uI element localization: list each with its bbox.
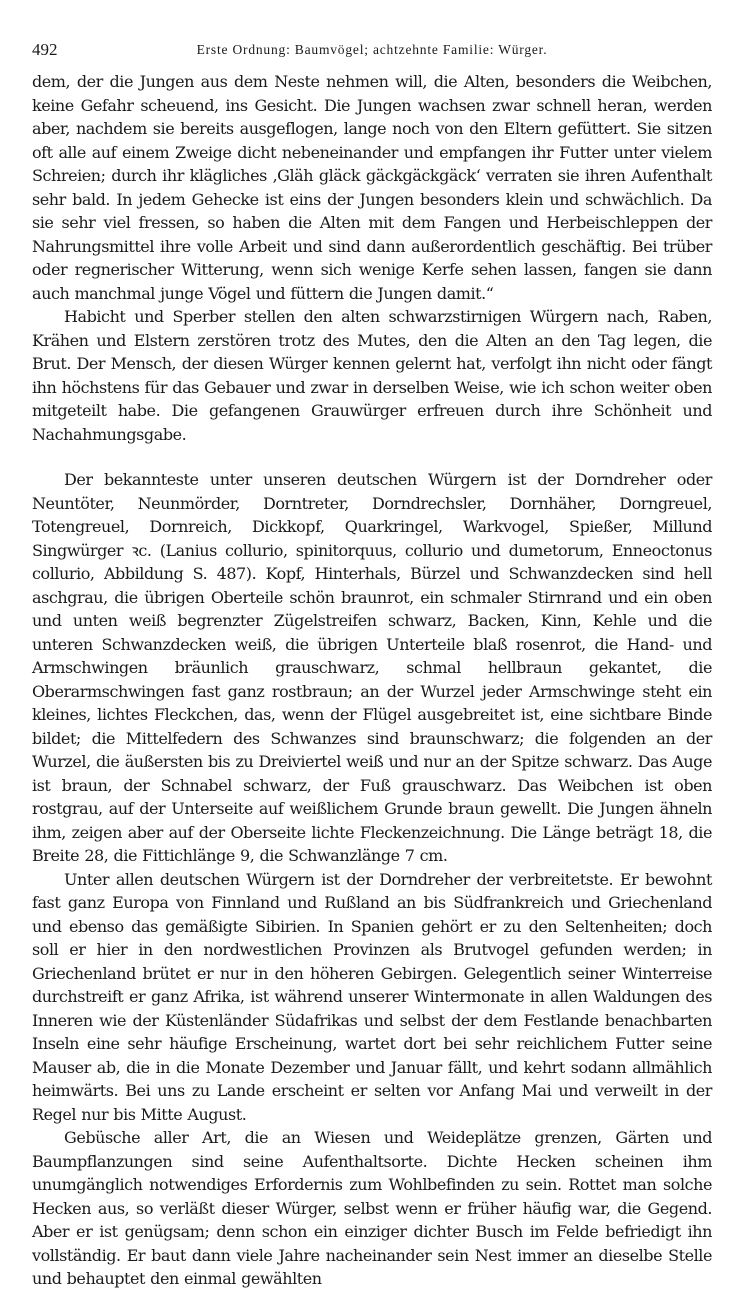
running-head — [32, 40, 712, 62]
section-gap — [32, 446, 712, 468]
paragraph-distribution: Unter allen deutschen Würgern ist der Dorndreher der verbreitetste. Er bewohnt fast ganz Europa von Finnland und Rußland an bis Südfrankreich und Griechenland und ebenso das gemäßigte Sibirien. In Spanien gehört er zu den Seltenheiten; doch soll er hier in den nordwestlichen Provinzen als Brutvogel gefunden werden; in Griechenland brütet er nur in den höheren Gebirgen. Gelegentlich seiner Winterreise durchstreift er ganz Afrika, ist während unserer Wintermonate in allen Waldungen des Inneren wie der Küstenländer Südafrikas und selbst der dem Festlande benachbarten Inseln eine sehr häufige Erscheinung, wartet dort bei sehr reichlichem Futter seine Mauser ab, die in die Monate Dezember und Januar fällt, und kehrt sodann allmählich heimwärts. Bei uns zu Lande erscheint er selten vor Anfang Mai und verweilt in der Regel nur bis Mitte August. — [32, 869, 712, 1124]
paragraph-continued: dem, der die Jungen aus dem Neste nehmen will, die Alten, besonders die Weibchen, keine Gefahr scheuend, ins Gesicht. Die Jungen wachsen zwar schnell heran, werden aber, nachdem sie bereits ausgeflogen, lange noch von den Eltern gefüttert. Sie sitzen oft alle auf einem Zweige dicht nebeneinander und empfangen ihr Futter unter vielem Schreien; durch ihr klägliches ‚Gläh gläck gäckgäckgäck‘ verraten sie ihren Aufenthalt sehr bald. In jedem Gehecke ist eins der Jungen besonders klein und schwächlich. Da sie sehr viel fressen, so haben die Alten mit dem Fangen und Herbeischleppen der Nahrungsmittel ihre volle Arbeit und sind dann außerordentlich geschäftig. Bei trüber oder regnerischer Witterung, wenn sich wenige Kerfe sehen lassen, fangen sie dann auch manchmal junge Vögel und füttern die Jungen damit.“ — [32, 72, 712, 303]
book-page — [32, 40, 712, 1291]
page-number: 492 — [32, 40, 58, 59]
paragraph-description: Der bekannteste unter unseren deutschen Würgern ist der Dorndreher oder Neuntöter, Neunmörder, Dorntreter, Dorndrechsler, Dornhäher, Dorngreuel, Totengreuel, Dornreich, Dickkopf, Quarkringel, Warkvogel, Spießer, Millund Singwürger ꝛc. (Lanius collurio, spinitorquus, collurio und dumetorum, Enneoctonus collurio, Abbildung S. 487). Kopf, Hinterhals, Bürzel und Schwanzdecken sind hell aschgrau, die übrigen Oberteile schön braunrot, ein schmaler Stirnrand und ein oben und unten weiß begrenzter Zügelstreifen schwarz, Backen, Kinn, Kehle und die unteren Schwanzdecken weiß, die übrigen Unterteile blaß rosenrot, die Hand- und Armschwingen bräunlich grauschwarz, schmal hellbraun gekantet, die Oberarmschwingen fast ganz rostbraun; an der Wurzel jeder Armschwinge steht ein kleines, lichtes Fleckchen, das, wenn der Flügel ausgebreitet ist, eine sichtbare Binde bildet; die Mittelfedern des Schwanzes sind braunschwarz; die folgenden an der Wurzel, die äußersten bis zu Dreiviertel weiß und nur an der Spitze schwarz. Das Auge ist braun, der Schnabel schwarz, der Fuß grauschwarz. Das Weibchen ist oben rostgrau, auf der Unterseite auf weißlichem Grunde braun gewellt. Die Jungen ähneln ihm, zeigen aber auf der Oberseite lichte Fleckenzeichnung. Die Länge beträgt 18, die Breite 28, die Fittichlänge 9, die Schwanzlänge 7 cm. — [32, 470, 712, 865]
paragraph-habitat: Gebüsche aller Art, die an Wiesen und Weideplätze grenzen, Gärten und Baumpflanzungen sind seine Aufenthaltsorte. Dichte Hecken scheinen ihm unumgänglich notwendiges Erfordernis zum Wohlbefinden zu sein. Rottet man solche Hecken aus, so verläßt dieser Würger, selbst wenn er früher häufig war, die Gegend. Aber er ist genügsam; denn schon ein einziger dichter Busch im Felde befriedigt ihn vollständig. Er baut dann viele Jahre nacheinander sein Nest immer an dieselbe Stelle und behauptet den einmal gewählten — [32, 1128, 712, 1288]
running-title: Erste Ordnung: Baumvögel; achtzehnte Familie: Würger. — [196, 42, 548, 57]
paragraph-enemies: Habicht und Sperber stellen den alten schwarzstirnigen Würgern nach, Raben, Krähen und Elstern zerstören trotz des Mutes, den die Alten an den Tag legen, die Brut. Der Mensch, der diesen Würger kennen gelernt hat, verfolgt ihn nicht oder fängt ihn höchstens für das Gebauer und zwar in derselben Weise, wie ich schon weiter oben mitgeteilt habe. Die gefangenen Grauwürger erfreuen durch ihre Schönheit und Nachahmungsgabe. — [32, 307, 712, 444]
